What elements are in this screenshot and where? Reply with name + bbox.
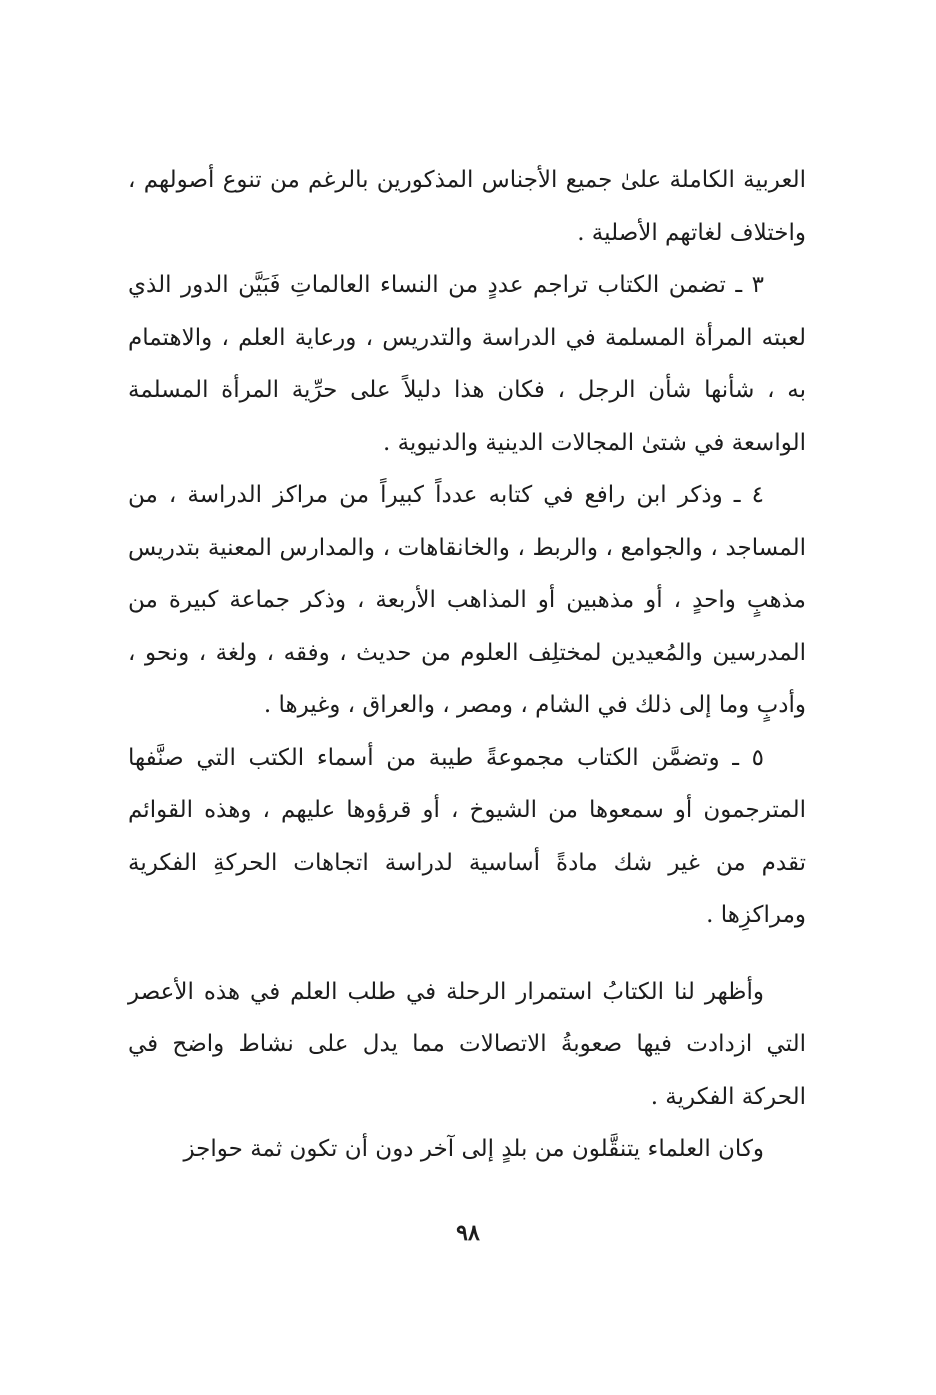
paragraph-continuation: العربية الكاملة علىٰ جميع الأجناس المذكورين بالرغم من تنوع أصولهم ، واختلاف لغاتهم الأصلية . bbox=[128, 167, 806, 246]
body-text bbox=[128, 154, 806, 1176]
paragraph-scholarly-travel: وأظهر لنا الكتابُ استمرار الرحلة في طلب العلم في هذه الأعصر التي ازدادت فيها صعوبةُ الاتصالات مما يدل على نشاط واضح في الحركة الفكرية . bbox=[128, 978, 806, 1110]
paragraph-point-3: ٣ ـ تضمن الكتاب تراجم عددٍ من النساء العالماتِ فَبَيَّن الدور الذي لعبته المرأة المسلمة في الدراسة والتدريس ، ورعاية العلم ، والاهتمام به ، شأنها شأن الرجل ، فكان هذا دليلاً على حرِّية المرأة المسلمة الواسعة في شتىٰ المجالات الدينية والدنيوية . bbox=[128, 272, 806, 456]
page-number: ٩٨ bbox=[456, 1220, 480, 1246]
paragraph-point-5: ٥ ـ وتضمَّن الكتاب مجموعةً طيبة من أسماء الكتب التي صنَّفها المترجمون أو سمعوها من الشيوخ ، أو قرؤوها عليهم ، وهذه القوائم تقدم من غير شك مادةً أساسية لدراسة اتجاهات الحركةِ الفكرية ومراكزِها . bbox=[128, 744, 806, 928]
paragraph-point-4: ٤ ـ وذكر ابن رافع في كتابه عدداً كبيراً من مراكز الدراسة ، من المساجد ، والجوامع ، والربط ، والخانقاهات ، والمدارس المعنية بتدريس مذهبٍ واحدٍ ، أو مذهبين أو المذاهب الأربعة ، وذكر جماعة كبيرة من المدرسين والمُعيدين لمختلِف العلوم من حديث ، وفقه ، ولغة ، ونحو ، وأدبٍ وما إلى ذلك في الشام ، ومصر ، والعراق ، وغيرها . bbox=[128, 482, 806, 718]
paragraph-scholars-movement: وكان العلماء يتنقَّلون من بلدٍ إلى آخر دون أن تكون ثمة حواجز bbox=[183, 1136, 764, 1162]
